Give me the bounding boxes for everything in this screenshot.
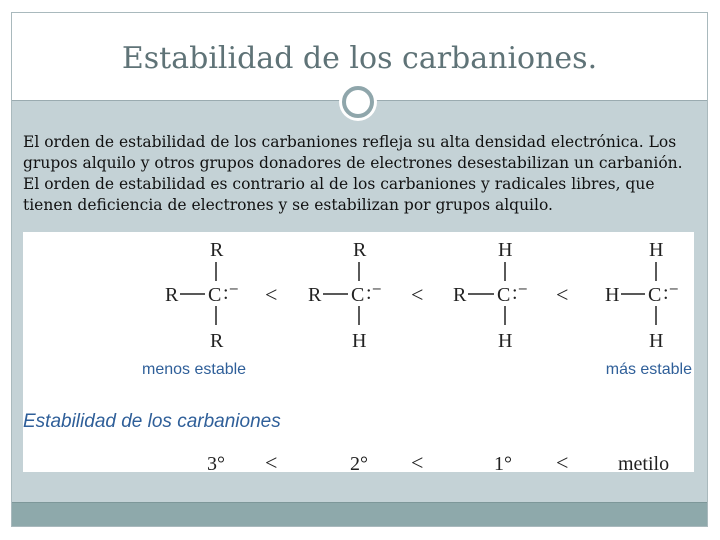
charge: :⁻ xyxy=(366,282,383,304)
left-substituent: R xyxy=(165,284,179,306)
top-substituent: R xyxy=(210,239,224,261)
less-than-sign: < xyxy=(411,282,424,307)
charge: :⁻ xyxy=(223,282,240,304)
structure-methyl xyxy=(605,239,679,352)
body-text xyxy=(23,132,703,216)
order-primary: 1° xyxy=(494,453,512,472)
left-substituent: R xyxy=(308,284,322,306)
central-carbon: C xyxy=(648,284,662,306)
carbanion-stability-figure xyxy=(23,232,694,472)
central-carbon: C xyxy=(497,284,511,306)
top-substituent: H xyxy=(498,239,513,261)
label-least-stable: menos estable xyxy=(142,361,247,378)
order-methyl: metilo xyxy=(618,453,670,472)
charge: :⁻ xyxy=(663,282,680,304)
slide-title: Estabilidad de los carbaniones. xyxy=(121,41,598,76)
less-than-sign: < xyxy=(556,282,569,307)
less-than-sign: < xyxy=(556,450,569,472)
structure-primary xyxy=(453,239,528,352)
label-most-stable: más estable xyxy=(605,361,692,378)
central-carbon: C xyxy=(208,284,222,306)
order-secondary: 2° xyxy=(350,453,368,472)
less-than-sign: < xyxy=(411,450,424,472)
footer-bar xyxy=(12,502,707,526)
top-substituent: R xyxy=(353,239,367,261)
order-tertiary: 3° xyxy=(207,453,225,472)
figure-caption: Estabilidad de los carbaniones xyxy=(23,411,281,432)
bottom-substituent: H xyxy=(352,330,367,352)
structure-secondary xyxy=(308,239,382,352)
less-than-sign: < xyxy=(265,450,278,472)
body-line: El orden de estabilidad de los carbaniones refleja su alta densidad electrónica. Los xyxy=(23,133,677,151)
body-line: tienen deficiencia de electrones y se estabilizan por grupos alquilo. xyxy=(23,196,553,214)
left-substituent: R xyxy=(453,284,467,306)
central-carbon: C xyxy=(351,284,365,306)
top-substituent: H xyxy=(649,239,664,261)
structure-tertiary xyxy=(165,239,239,352)
less-than-sign: < xyxy=(265,282,278,307)
body-line: grupos alquilo y otros grupos donadores de electrones desestabilizan un carbanión. xyxy=(23,154,683,172)
bottom-substituent: R xyxy=(210,330,224,352)
slide xyxy=(11,12,708,527)
left-substituent: H xyxy=(605,284,620,306)
charge: :⁻ xyxy=(512,282,529,304)
body-line: El orden de estabilidad es contrario al de los carbaniones y radicales libres, que xyxy=(23,175,655,193)
bottom-substituent: H xyxy=(498,330,513,352)
bottom-substituent: H xyxy=(649,330,664,352)
circle-ornament-icon xyxy=(339,83,377,121)
